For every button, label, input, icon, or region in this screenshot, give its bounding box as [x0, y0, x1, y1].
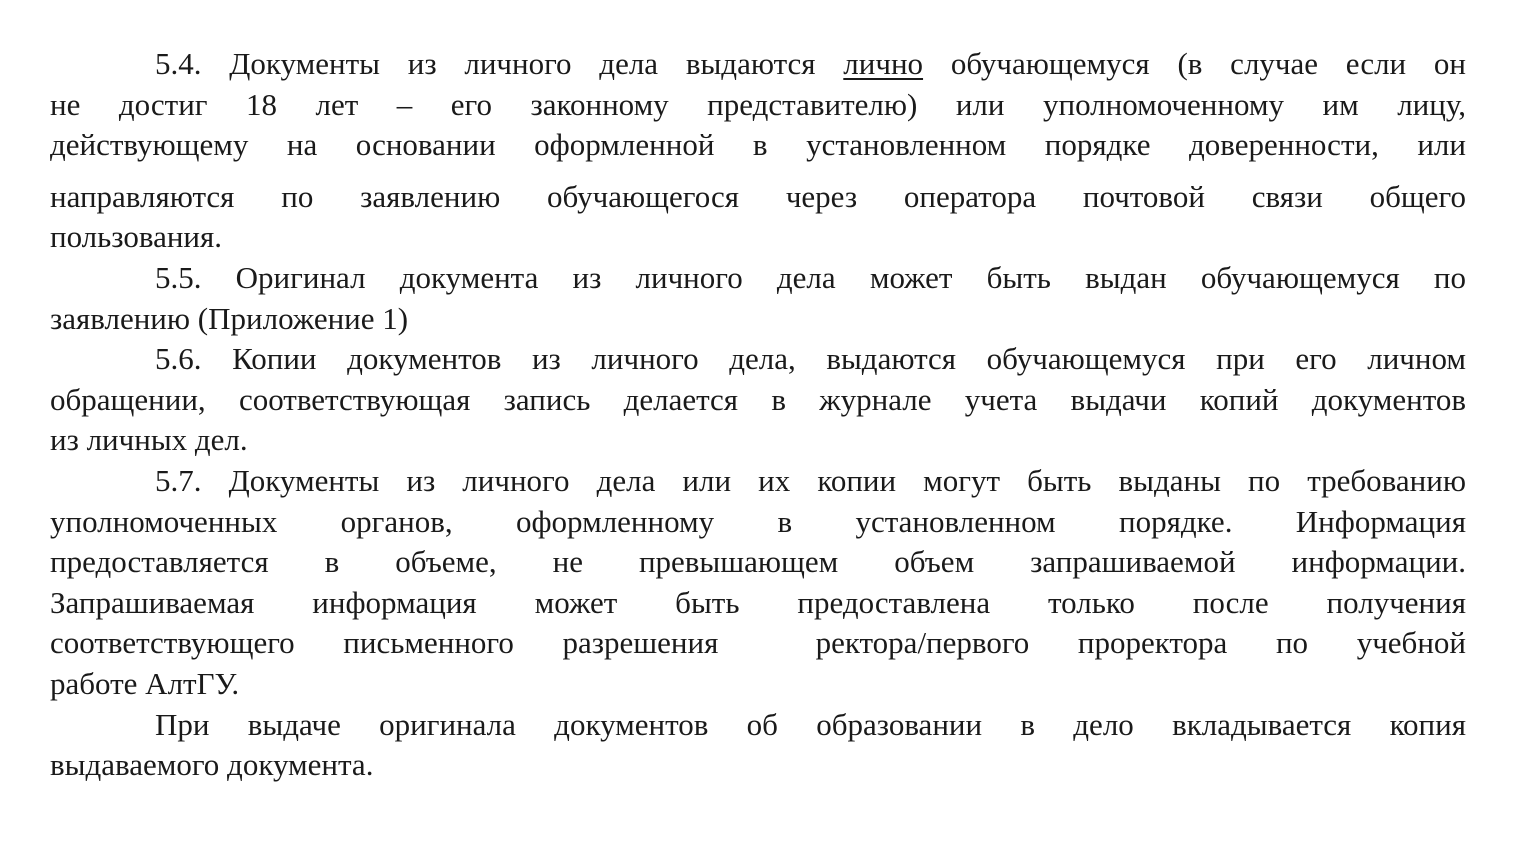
text-line: 5.5. Оригинал документа из личного дела может быть выдан обучающемуся по [155, 259, 1466, 295]
text-line [50, 44, 1466, 85]
text-line: предоставляется в объеме, не превышающем объем запрашиваемой информации. [50, 544, 1466, 580]
text-line: пользования. [50, 219, 223, 255]
text-line: Запрашиваемая информация может быть предоставлена только после получения [50, 584, 1466, 620]
underlined-word: лично [843, 46, 924, 81]
text-line: При выдаче оригинала документов об образовании в дело вкладывается копия [155, 706, 1466, 742]
text-line: уполномоченных органов, оформленному в установленном порядке. Информация [50, 503, 1466, 539]
text-line: обращении, соответствующая запись делается в журнале учета выдачи копий документов [50, 381, 1466, 417]
text-line: действующему на основании оформленной в установленном порядке доверенности, или [50, 127, 1466, 163]
paragraph-original-issue [50, 705, 1466, 786]
text-span: 5.4. Документы из личного дела выдаются [155, 46, 844, 81]
text-span: обучающемуся (в случае если он [923, 46, 1467, 81]
text-line: выдаваемого документа. [50, 747, 374, 783]
text-line: не достиг 18 лет – его законному представителю) или уполномоченному им лицу, [50, 86, 1466, 122]
paragraph-5-5 [50, 258, 1466, 339]
text-line: 5.7. Документы из личного дела или их копии могут быть выданы по требованию [155, 462, 1466, 498]
text-line: соответствующего письменного разрешения ректора/первого проректора по учебной [50, 625, 1466, 661]
paragraph-5-4 [50, 44, 1466, 258]
text-line: 5.6. Копии документов из личного дела, выдаются обучающемуся при его личном [155, 341, 1466, 377]
text-line: заявлению (Приложение 1) [50, 300, 409, 336]
text-line: работе АлтГУ. [50, 665, 240, 701]
document-body [50, 44, 1466, 786]
text-line: из личных дел. [50, 422, 248, 458]
paragraph-5-6 [50, 339, 1466, 461]
paragraph-5-7 [50, 461, 1466, 705]
text-line: направляются по заявлению обучающегося через оператора почтовой связи общего [50, 178, 1466, 214]
